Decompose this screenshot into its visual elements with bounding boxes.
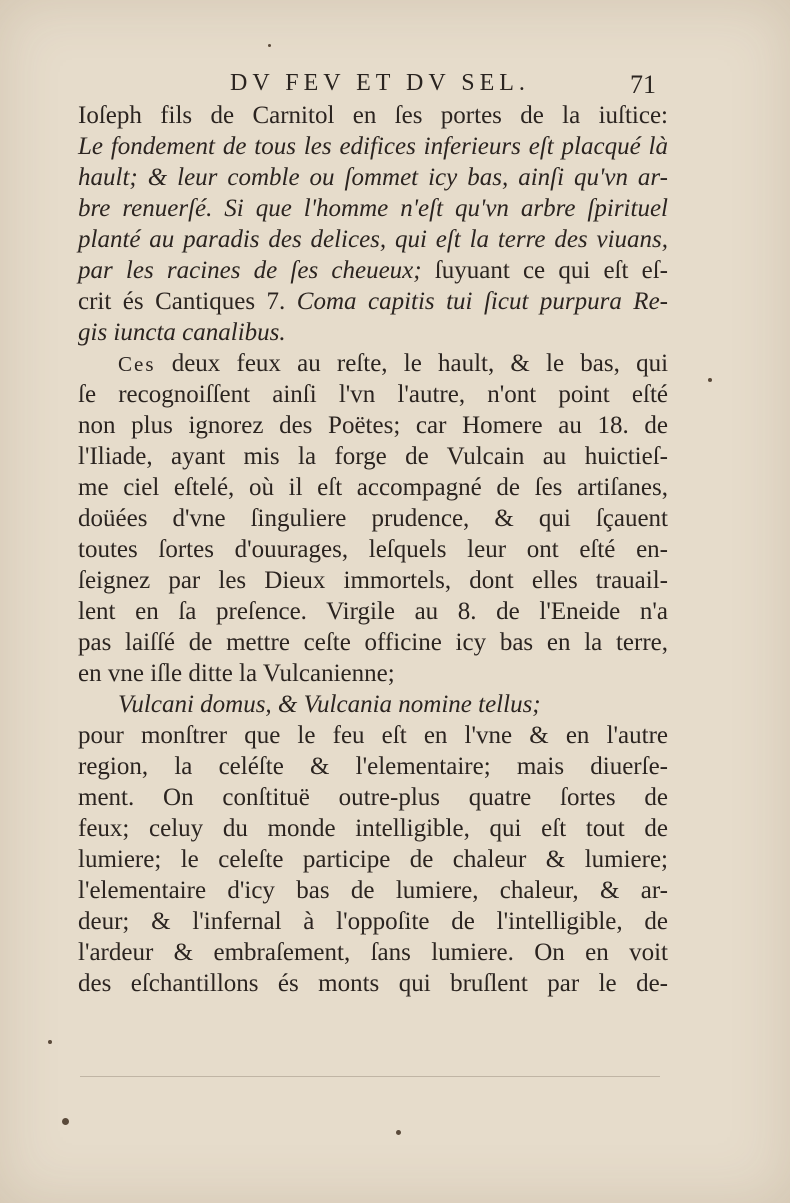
text-run: crit és Cantiques 7. — [78, 288, 286, 315]
body-text — [78, 100, 668, 999]
page-number: 71 — [630, 70, 656, 99]
paper-speck — [268, 44, 271, 47]
text-line: non plus ignorez des Poëtes; car Homere au 18. de — [78, 412, 668, 439]
text-line: ſeignez par les Dieux immortels, dont elles trauail- — [78, 567, 668, 594]
text-line — [78, 348, 668, 379]
text-line: gis iuncta canalibus. — [78, 319, 286, 346]
text-line: me ciel eſtelé, où il eſt accompagné de ſes artiſanes, — [78, 474, 668, 501]
text-line: Le fondement de tous les edifices inferieurs eſt placqué là — [78, 133, 668, 160]
text-line: l'Iliade, ayant mis la forge de Vulcain au huictieſ- — [78, 443, 668, 470]
text-line: planté au paradis des delices, qui eſt la terre des viuans, — [78, 226, 668, 253]
text-line: lent en ſa preſence. Virgile au 8. de l'Eneide n'a — [78, 598, 668, 625]
text-line: deur; & l'infernal à l'oppoſite de l'intelligible, de — [78, 908, 668, 935]
text-line: en vne iſle ditte la Vulcanienne; — [78, 660, 395, 687]
text-line: l'elementaire d'icy bas de lumiere, chaleur, & ar- — [78, 877, 668, 904]
text-line: ſe recognoiſſent ainſi l'vn l'autre, n'ont point eſté — [78, 381, 668, 408]
text-line: lumiere; le celeſte participe de chaleur & lumiere; — [78, 846, 668, 873]
paper-speck — [396, 1130, 401, 1135]
text-line: pas laiſſé de mettre ceſte officine icy bas en la terre, — [78, 629, 668, 656]
text-line — [78, 286, 668, 317]
text-run: Coma capitis tui ſicut purpura Re- — [296, 288, 669, 315]
bottom-show-through-rule — [80, 1076, 660, 1077]
text-line: pour monſtrer que le feu eſt en l'vne & en l'autre — [78, 722, 668, 749]
paper-speck — [48, 1040, 52, 1044]
text-line: l'ardeur & embraſement, ſans lumiere. On en voit — [78, 939, 668, 966]
verse-quotation: Vulcani domus, & Vulcania nomine tellus; — [118, 691, 541, 718]
page-header — [0, 70, 790, 100]
text-line: hault; & leur comble ou ſommet icy bas, ainſi qu'vn ar- — [78, 164, 668, 191]
text-run: ſuyuant ce qui eſt eſ- — [434, 257, 668, 284]
paper-speck — [708, 378, 712, 382]
text-line: bre renuerſé. Si que l'homme n'eſt qu'vn arbre ſpirituel — [78, 195, 668, 222]
text-line: doüées d'vne ſinguliere prudence, & qui ſçauent — [78, 505, 668, 532]
text-line: toutes ſortes d'ouurages, leſquels leur ont eſté en- — [78, 536, 668, 563]
text-run: par les racines de ſes cheueux; — [78, 257, 422, 284]
text-line: des eſchantillons és monts qui bruſlent par le de- — [78, 970, 668, 997]
text-line: region, la celéſte & l'elementaire; mais diuerſe- — [78, 753, 668, 780]
paper-speck — [62, 1118, 69, 1125]
running-title: DV FEV ET DV SEL. — [230, 70, 530, 96]
text-line — [78, 255, 668, 286]
text-line: Ioſeph fils de Carnitol en ſes portes de la iuſtice: — [78, 102, 668, 129]
dropcap-word: Ces — [118, 352, 156, 376]
text-run: deux feux au reſte, le hault, & le bas, qui — [171, 350, 669, 377]
text-line: feux; celuy du monde intelligible, qui eſt tout de — [78, 815, 668, 842]
text-line: ment. On conſtituë outre-plus quatre ſortes de — [78, 784, 668, 811]
